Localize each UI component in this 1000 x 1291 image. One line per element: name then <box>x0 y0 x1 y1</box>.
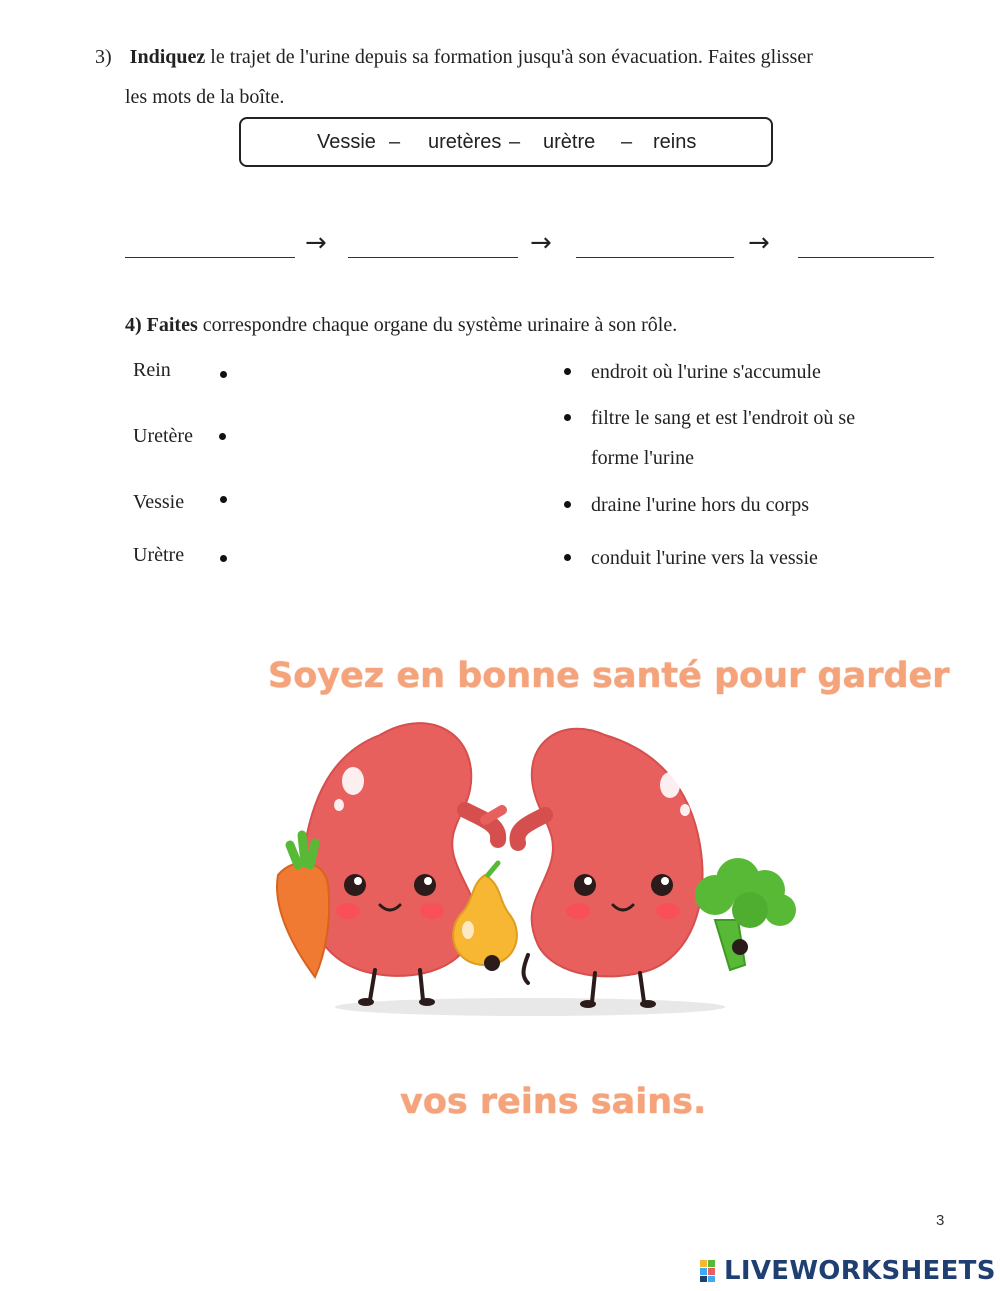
organ-label-rein: Rein <box>133 359 171 381</box>
question-3-line-2: les mots de la boîte. <box>125 86 285 108</box>
answer-blank-2[interactable] <box>348 257 518 258</box>
organ-match-dot[interactable] <box>220 555 227 562</box>
slogan-line-2: vos reins sains. <box>400 1082 707 1122</box>
page-number: 3 <box>936 1212 945 1229</box>
role-label: draine l'urine hors du corps <box>591 494 809 516</box>
question-3-line-1 <box>95 37 813 77</box>
role-label-continuation: forme l'urine <box>591 447 695 469</box>
role-match-dot[interactable] <box>564 368 571 375</box>
word-bank-dash: – <box>389 131 401 153</box>
arrow-icon: → <box>748 228 770 258</box>
question-4-bold-lead: 4) Faites <box>125 314 198 336</box>
arrow-icon: → <box>530 228 552 258</box>
brand-footer[interactable] <box>700 1256 996 1286</box>
word-bank-item[interactable]: urètre <box>543 131 596 153</box>
question-3-text: le trajet de l'urine depuis sa formation jusqu'à son évacuation. Faites glisser <box>205 46 813 68</box>
organ-label-uretere: Uretère <box>133 425 193 447</box>
word-bank-item[interactable]: uretères <box>428 131 502 153</box>
answer-blank-1[interactable] <box>125 257 295 258</box>
ground-shadow <box>335 998 725 1016</box>
arrow-icon: → <box>305 228 327 258</box>
word-bank-item[interactable]: reins <box>653 131 697 153</box>
organ-match-dot[interactable] <box>220 496 227 503</box>
question-number: 3) <box>95 46 112 68</box>
organ-match-dot[interactable] <box>219 433 226 440</box>
role-label: filtre le sang et est l'endroit où se <box>591 407 856 429</box>
organ-label-vessie: Vessie <box>133 491 185 513</box>
role-match-dot[interactable] <box>564 414 571 421</box>
word-bank-dash: – <box>621 131 633 153</box>
role-match-dot[interactable] <box>564 554 571 561</box>
organ-match-dot[interactable] <box>220 371 227 378</box>
question-3-bold-lead: Indiquez <box>129 46 206 68</box>
organ-label-uretre: Urètre <box>133 544 185 566</box>
broccoli-icon <box>695 858 796 970</box>
right-kidney <box>517 729 702 1008</box>
liveworksheets-logo-icon <box>700 1260 724 1282</box>
role-label: conduit l'urine vers la vessie <box>591 547 818 569</box>
happy-kidneys-illustration <box>260 715 810 1025</box>
question-4-line <box>125 305 677 345</box>
word-bank-box <box>239 117 773 167</box>
answer-blank-4[interactable] <box>798 257 934 258</box>
role-match-dot[interactable] <box>564 501 571 508</box>
word-bank-dash: – <box>509 131 521 153</box>
brand-name: LIVEWORKSHEETS <box>724 1256 996 1286</box>
word-bank-item[interactable]: Vessie <box>317 131 376 153</box>
answer-blank-3[interactable] <box>576 257 734 258</box>
question-4-text: correspondre chaque organe du système urinaire à son rôle. <box>197 314 678 336</box>
slogan-line-1: Soyez en bonne santé pour garder <box>268 656 950 696</box>
role-label: endroit où l'urine s'accumule <box>591 361 821 383</box>
